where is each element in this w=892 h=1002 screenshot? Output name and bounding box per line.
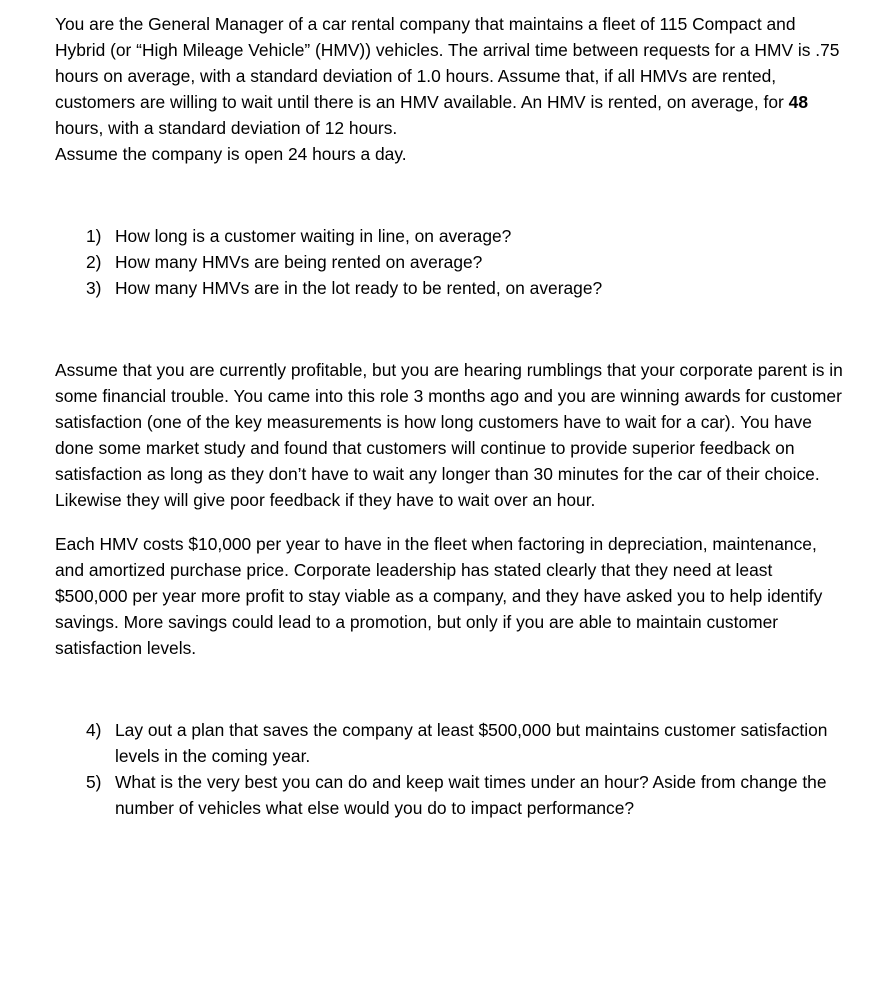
question-list-part1	[55, 223, 845, 301]
question-list-part2	[55, 717, 845, 821]
question-item	[55, 717, 845, 769]
question-number: 4)	[86, 720, 102, 740]
question-number: 5)	[86, 772, 102, 792]
question-text: How many HMVs are being rented on average?	[115, 252, 483, 272]
question-text: Lay out a plan that saves the company at least $500,000 but maintains customer satisfaction levels in the coming year.	[115, 720, 828, 766]
question-text: What is the very best you can do and keep wait times under an hour? Aside from change the number of vehicles what else would you do to impact performance?	[115, 772, 827, 818]
satisfaction-paragraph: Assume that you are currently profitable, but you are hearing rumblings that your corporate parent is in some financial trouble. You came into this role 3 months ago and you are winning awards for customer satisfaction (one of the key measurements is how long customers have to wait for a car). You have done some market study and found that customers will continue to provide superior feedback on satisfaction as long as they don’t have to wait any longer than 30 minutes for the car of their choice. Likewise they will give poor feedback if they have to wait over an hour.	[55, 360, 843, 510]
intro-text-end: hours, with a standard deviation of 12 hours.	[55, 118, 398, 138]
question-number: 1)	[86, 226, 102, 246]
open-hours-line: Assume the company is open 24 hours a day.	[55, 144, 407, 164]
question-item	[55, 223, 845, 249]
document-page	[55, 11, 845, 821]
question-text: How many HMVs are in the lot ready to be rented, on average?	[115, 278, 603, 298]
intro-paragraph	[55, 11, 845, 141]
rental-hours-bold: 48	[788, 92, 808, 112]
question-item	[55, 249, 845, 275]
question-item	[55, 275, 845, 301]
question-number: 3)	[86, 278, 102, 298]
question-text: How long is a customer waiting in line, on average?	[115, 226, 512, 246]
question-number: 2)	[86, 252, 102, 272]
question-item	[55, 769, 845, 821]
costs-paragraph: Each HMV costs $10,000 per year to have in the fleet when factoring in depreciation, maintenance, and amortized purchase price. Corporate leadership has stated clearly that they need at least $500,000 per year more profit to stay viable as a company, and they have asked you to help identify savings. More savings could lead to a promotion, but only if you are able to maintain customer satisfaction levels.	[55, 534, 823, 658]
intro-text: You are the General Manager of a car rental company that maintains a fleet of 115 Compact and Hybrid (or “High Mileage Vehicle” (HMV)) vehicles. The arrival time between requests for a HMV is .75 hours on average, with a standard deviation of 1.0 hours. Assume that, if all HMVs are rented, customers are willing to wait until there is an HMV available. An HMV is rented, on average, for	[55, 14, 840, 112]
